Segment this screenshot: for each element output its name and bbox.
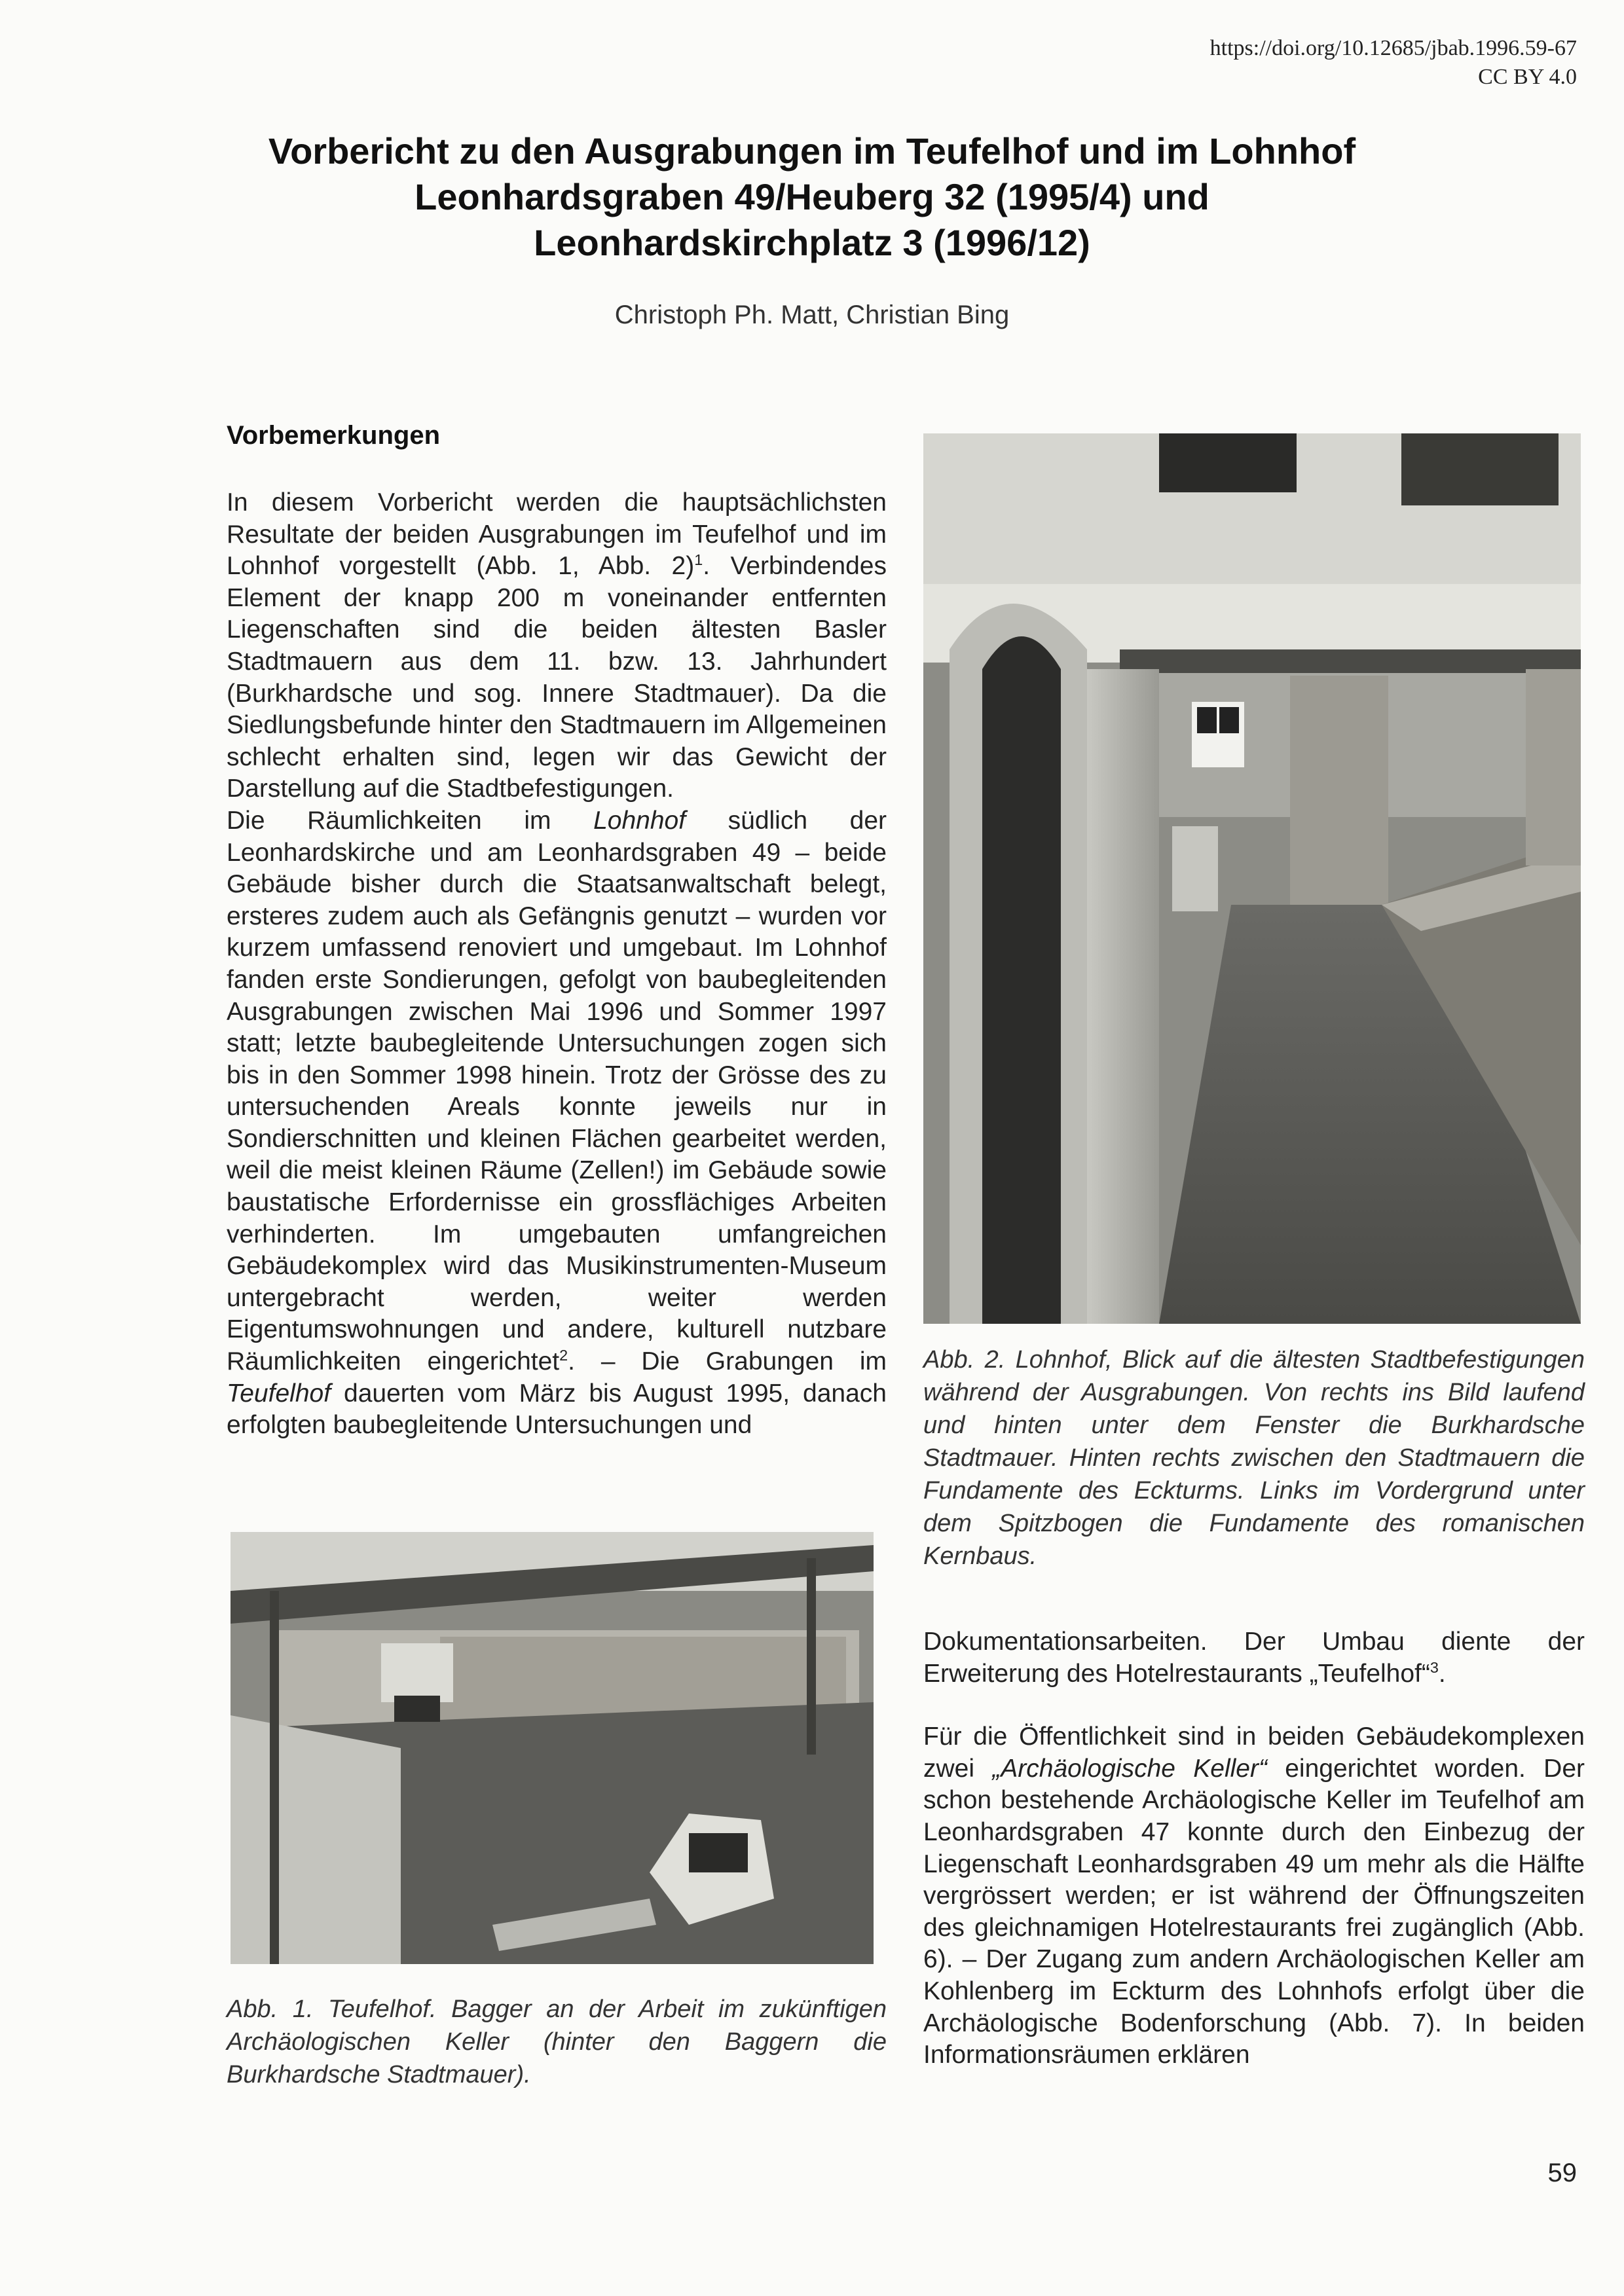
footnote-ref[interactable]: 3: [1430, 1658, 1439, 1676]
article-title: [196, 128, 1428, 266]
paragraph: Die Räumlichkeiten im Lohnhof südlich der Leonhardskirche und am Leonhardsgraben 49 – beide Gebäude bisher durch die Staatsanwaltschaft belegt, ersteres zudem auch als Gefängnis genutzt – wurden vor kurzem umfassend renoviert und umgebaut. Im Lohnhof fanden erste Sondierungen, gefolgt von baubegleitenden Ausgrabungen zwischen Mai 1996 und Sommer 1997 statt; letzte baubegleitende Untersuchungen zogen sich bis in den Sommer 1998 hinein. Trotz der Grösse des zu untersuchenden Areals konnte jeweils nur in Sondierschnitten und kleinen Flächen gearbeitet werden, weil die meist kleinen Räume (Zellen!) im Gebäude sowie baustatische Erfordernisse ein grossflächiges Arbeiten verhinderten. Im umgebauten umfangreichen Gebäudekomplex wird das Musikinstrumenten-Museum untergebracht werden, weiter werden Eigentumswohnungen und andere, kulturell nutzbare Räumlichkeiten eingerichtet$^2$. – Die Grabungen im Teufelhof dauerten vom März bis August 1995, danach erfolgten baubegleitende Untersuchungen und: [227, 806, 887, 1440]
title-line-3: Leonhardskirchplatz 3 (1996/12): [534, 222, 1090, 263]
left-column: [227, 487, 887, 1442]
figure-1-photo: [231, 1532, 874, 1964]
doi-link[interactable]: https://doi.org/10.12685/jbab.1996.59-67: [1209, 36, 1577, 60]
license-label: CC BY 4.0: [1478, 65, 1577, 89]
doi-header: [1210, 34, 1577, 92]
title-line-2: Leonhardsgraben 49/Heuberg 32 (1995/4) und: [415, 176, 1209, 217]
lohnhof-excavation-image: [923, 433, 1581, 1324]
figure-2-photo: [923, 433, 1581, 1324]
figure-1-caption: Abb. 1. Teufelhof. Bagger an der Arbeit im zukünftigen Archäologischen Keller (hinter den Baggern die Burkhardsche Stadtmauer).: [227, 1995, 887, 2088]
paragraph: Dokumentationsarbeiten. Der Umbau diente der Erweiterung des Hotelrestaurants „Teufelhof“$^3$.: [923, 1628, 1585, 1688]
figure-2-caption: Abb. 2. Lohnhof, Blick auf die ältesten Stadtbefestigungen während der Ausgrabungen. Von rechts ins Bild laufend und hinten unter dem Fenster die Burkhardsche Stadtmauer. Hinten rechts zwischen den Stadtmauern die Fundamente des Eckturms. Links im Vordergrund unter dem Spitzbogen die Fundamente des romanischen Kernbaus.: [923, 1346, 1585, 1570]
section-heading: Vorbemerkungen: [227, 421, 440, 450]
footnote-ref[interactable]: 2: [559, 1347, 568, 1364]
footnote-ref[interactable]: 1: [694, 551, 703, 569]
title-line-1: Vorbericht zu den Ausgrabungen im Teufelhof und im Lohnhof: [268, 130, 1356, 172]
teufelhof-excavator-image: [231, 1532, 874, 1964]
right-column: [923, 1626, 1585, 2071]
authors: Christoph Ph. Matt, Christian Bing: [614, 301, 1010, 329]
paragraph: Für die Öffentlichkeit sind in beiden Gebäudekomplexen zwei „Archäologische Keller“ eingerichtet worden. Der schon bestehende Archäologische Keller im Teufelhof am Leonhardsgraben 47 konnte durch den Einbezug der Liegenschaft Leonhardsgraben 49 um mehr als die Hälfte vergrössert werden; er ist während der Öffnungszeiten des gleichnamigen Hotelrestaurants frei zugänglich (Abb. 6). – Der Zugang zum andern Archäologischen Keller am Kohlenberg im Eckturm des Lohnhofs erfolgt über die Archäologische Bodenforschung (Abb. 7). In beiden Informationsräumen erklären: [923, 1722, 1585, 2069]
page-number: 59: [1547, 2159, 1577, 2187]
paragraph: In diesem Vorbericht werden die hauptsächlichsten Resultate der beiden Ausgrabungen im Teufelhof und im Lohnhof vorgestellt (Abb. 1, Abb. 2)$^1$. Verbindendes Element der knapp 200 m voneinander entfernten Liegenschaften sind die beiden ältesten Basler Stadtmauern aus dem 11. bzw. 13. Jahrhundert (Burkhardsche und sog. Innere Stadtmauer). Da die Siedlungsbefunde hinter den Stadtmauern im Allgemeinen schlecht erhalten sind, legen wir das Gewicht der Darstellung auf die Stadtbefestigungen.: [227, 488, 887, 803]
